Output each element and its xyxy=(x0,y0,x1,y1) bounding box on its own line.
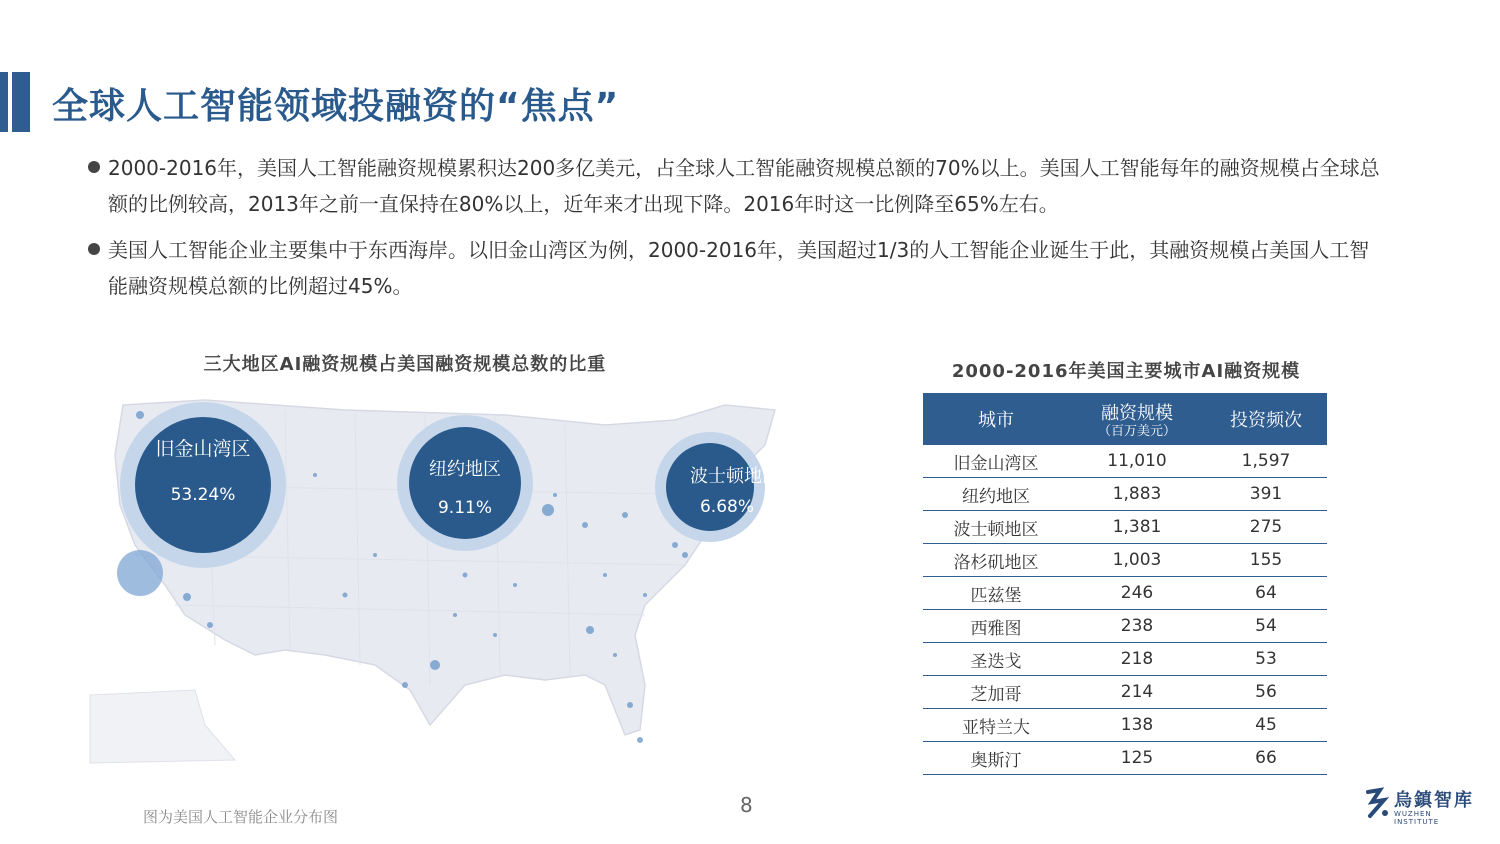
table-title: 2000-2016年美国主要城市AI融资规模 xyxy=(951,361,1301,382)
header-city: 城市 xyxy=(923,393,1069,445)
table-row xyxy=(923,511,1327,544)
table-row xyxy=(923,676,1327,709)
table-row xyxy=(923,709,1327,742)
bullet-dot-icon xyxy=(88,161,100,173)
cell-amount: 11,010 xyxy=(1069,445,1205,478)
cell-city: 圣迭戈 xyxy=(923,643,1069,676)
logo-text: 烏鎮智库 xyxy=(1394,790,1474,811)
bullet-dot-icon xyxy=(88,243,100,255)
bubble-sf-value: 53.24% xyxy=(170,485,236,505)
table-row xyxy=(923,610,1327,643)
bullet-item xyxy=(88,232,1388,304)
cell-city: 洛杉矶地区 xyxy=(923,544,1069,577)
cell-city: 匹兹堡 xyxy=(923,577,1069,610)
cell-city: 奥斯汀 xyxy=(923,742,1069,775)
bullet-item xyxy=(88,150,1388,222)
bubble-ny-core xyxy=(409,427,521,539)
logo-subtext: WUZHEN INSTITUTE xyxy=(1394,810,1440,826)
table-row xyxy=(923,478,1327,511)
bubble-boston-value: 6.68% xyxy=(699,497,755,517)
header-amount-unit: （百万美元） xyxy=(1097,424,1176,439)
cell-frequency: 64 xyxy=(1205,577,1327,610)
table-header-row xyxy=(923,393,1327,445)
table-row xyxy=(923,742,1327,775)
cell-city: 纽约地区 xyxy=(923,478,1069,511)
cell-amount: 214 xyxy=(1069,676,1205,709)
cell-city: 西雅图 xyxy=(923,610,1069,643)
cell-amount: 1,381 xyxy=(1069,511,1205,544)
bubble-ny-name: 纽约地区 xyxy=(429,459,501,480)
cell-frequency: 45 xyxy=(1205,709,1327,742)
cell-amount: 238 xyxy=(1069,610,1205,643)
bullet-text: 2000-2016年，美国人工智能融资规模累积达200多亿美元，占全球人工智能融资规模总额的70%以上。美国人工智能每年的融资规模占全球总额的比例较高，2013年之前一直保持在80%以上，近年来才出现下降。2016年时这一比例降至65%左右。 xyxy=(108,156,1380,216)
cell-frequency: 54 xyxy=(1205,610,1327,643)
title-accent-block xyxy=(12,72,30,132)
table-row xyxy=(923,577,1327,610)
page-number: 8 xyxy=(740,793,753,817)
cell-frequency: 275 xyxy=(1205,511,1327,544)
cell-amount: 1,883 xyxy=(1069,478,1205,511)
cell-amount: 138 xyxy=(1069,709,1205,742)
map-title: 三大地区AI融资规模占美国融资规模总数的比重 xyxy=(203,354,607,375)
us-map-svg xyxy=(85,385,805,765)
title-accent-bar xyxy=(0,72,8,132)
cell-amount: 218 xyxy=(1069,643,1205,676)
cell-frequency: 66 xyxy=(1205,742,1327,775)
cell-city: 芝加哥 xyxy=(923,676,1069,709)
table-row xyxy=(923,445,1327,478)
cell-frequency: 155 xyxy=(1205,544,1327,577)
map-caption: 图为美国人工智能企业分布图 xyxy=(143,808,339,826)
cell-frequency: 53 xyxy=(1205,643,1327,676)
table-row xyxy=(923,544,1327,577)
bullet-text: 美国人工智能企业主要集中于东西海岸。以旧金山湾区为例，2000-2016年，美国超过1/3的人工智能企业诞生于此，其融资规模占美国人工智能融资规模总额的比例超过45%。 xyxy=(108,238,1370,298)
cell-frequency: 1,597 xyxy=(1205,445,1327,478)
page-title: 全球人工智能领域投融资的“焦点” xyxy=(52,86,620,127)
bubble-ny-value: 9.11% xyxy=(437,498,493,518)
bubble-boston-core xyxy=(666,443,754,531)
map-inset-region xyxy=(90,690,235,763)
brand-logo xyxy=(1364,786,1474,826)
bubble-sf-name: 旧金山湾区 xyxy=(155,438,251,460)
cell-amount: 246 xyxy=(1069,577,1205,610)
cell-city: 旧金山湾区 xyxy=(923,445,1069,478)
bubble-boston-name: 波士顿地区 xyxy=(690,466,780,487)
cell-amount: 1,003 xyxy=(1069,544,1205,577)
cell-frequency: 391 xyxy=(1205,478,1327,511)
cell-city: 波士顿地区 xyxy=(923,511,1069,544)
logo-mark-icon xyxy=(1364,786,1390,820)
header-amount xyxy=(1069,393,1205,445)
us-map-figure xyxy=(85,385,805,765)
bullet-list xyxy=(88,150,1388,314)
city-funding-table xyxy=(923,393,1327,775)
bubble-los-angeles xyxy=(117,550,163,596)
cell-frequency: 56 xyxy=(1205,676,1327,709)
header-amount-label: 融资规模 xyxy=(1101,403,1173,424)
header-frequency: 投资频次 xyxy=(1205,393,1327,445)
cell-amount: 125 xyxy=(1069,742,1205,775)
table-row xyxy=(923,643,1327,676)
cell-city: 亚特兰大 xyxy=(923,709,1069,742)
